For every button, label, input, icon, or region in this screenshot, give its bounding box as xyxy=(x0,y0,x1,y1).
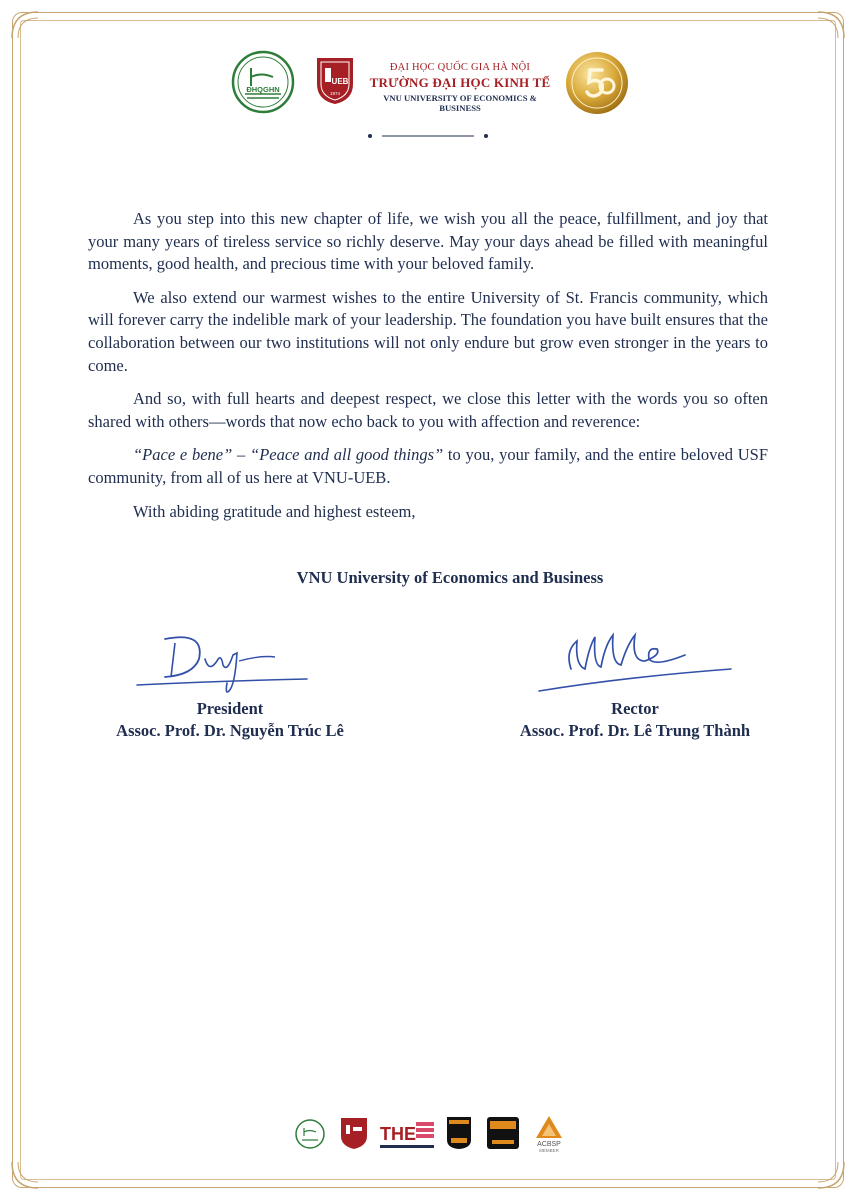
pace-e-bene-quote: “Pace e bene” – “Peace and all good things” xyxy=(133,445,444,465)
letter-paragraph-4-text: to you, your family, and the entire beloved USF community, from all of us here at VNU-UEB. xyxy=(88,445,768,487)
ueb-logo-year: 1974 xyxy=(329,91,341,96)
footer-ueb-logo xyxy=(340,1116,368,1150)
footer-vnu-logo xyxy=(294,1118,326,1150)
president-name: Assoc. Prof. Dr. Nguyễn Trúc Lê xyxy=(116,721,344,740)
ueb-shield-logo xyxy=(315,54,355,106)
footer-acbsp-sub: MEMBER xyxy=(539,1148,559,1153)
vnu-logo xyxy=(231,50,295,114)
corner-ornament-top-left xyxy=(10,10,40,40)
rector-signature xyxy=(535,625,735,697)
letter-paragraph-2: We also extend our warmest wishes to the entire University of St. Francis community, which will forever carry the indelible mark of your leadership. The foundation you have built ensures that the collaboration between our two institutions will not only endure but grow even stronger in the years to come. xyxy=(88,287,768,375)
header-divider xyxy=(366,130,490,142)
footer-ranking-badge-1 xyxy=(446,1116,472,1150)
anniversary-50-coin-logo xyxy=(564,50,630,116)
ueb-logo-text: UEB xyxy=(331,77,349,86)
letter-paragraph-4 xyxy=(88,444,768,489)
corner-ornament-bottom-right xyxy=(816,1160,846,1190)
university-name-block xyxy=(362,62,558,113)
vnu-logo-text: ĐHQGHN xyxy=(246,85,280,94)
footer-ranking-badge-2 xyxy=(486,1116,520,1150)
university-name-vietnamese: TRƯỜNG ĐẠI HỌC KINH TẾ xyxy=(369,75,551,90)
rector-signature-block xyxy=(495,625,775,741)
footer-the-text: THE xyxy=(380,1124,416,1144)
footer-accreditation-logos xyxy=(290,1112,580,1156)
page-border-inner xyxy=(20,20,836,1180)
letter-paragraph-3: And so, with full hearts and deepest respect, we close this letter with the words you so often shared with others—words that now echo back to you with affection and reverence: xyxy=(88,389,768,431)
university-name-english: VNU UNIVERSITY OF ECONOMICS & BUSINESS xyxy=(383,93,537,113)
sender-institution: VNU University of Economics and Business xyxy=(296,568,604,587)
corner-ornament-bottom-left xyxy=(10,1160,40,1190)
letter-body xyxy=(88,208,768,534)
president-role: President xyxy=(196,699,264,718)
letter-paragraph-1: As you step into this new chapter of life, we wish you all the peace, fulfillment, and joy that your many years of tireless service so richly deserve. May your days ahead be filled with meaningful moments, good health, and precious time with your beloved family. xyxy=(88,209,768,274)
corner-ornament-top-right xyxy=(816,10,846,40)
rector-role: Rector xyxy=(611,699,659,718)
footer-acbsp-logo xyxy=(532,1114,566,1154)
rector-name: Assoc. Prof. Dr. Lê Trung Thành xyxy=(519,721,751,740)
national-university-name: ĐẠI HỌC QUỐC GIA HÀ NỘI xyxy=(389,62,531,73)
president-signature-block xyxy=(80,625,380,741)
president-signature xyxy=(135,625,325,697)
closing-line: With abiding gratitude and highest esteem, xyxy=(133,501,416,521)
footer-the-ranking-logo xyxy=(380,1118,434,1150)
letterhead xyxy=(0,48,856,120)
footer-acbsp-text: ACBSP xyxy=(537,1141,561,1148)
